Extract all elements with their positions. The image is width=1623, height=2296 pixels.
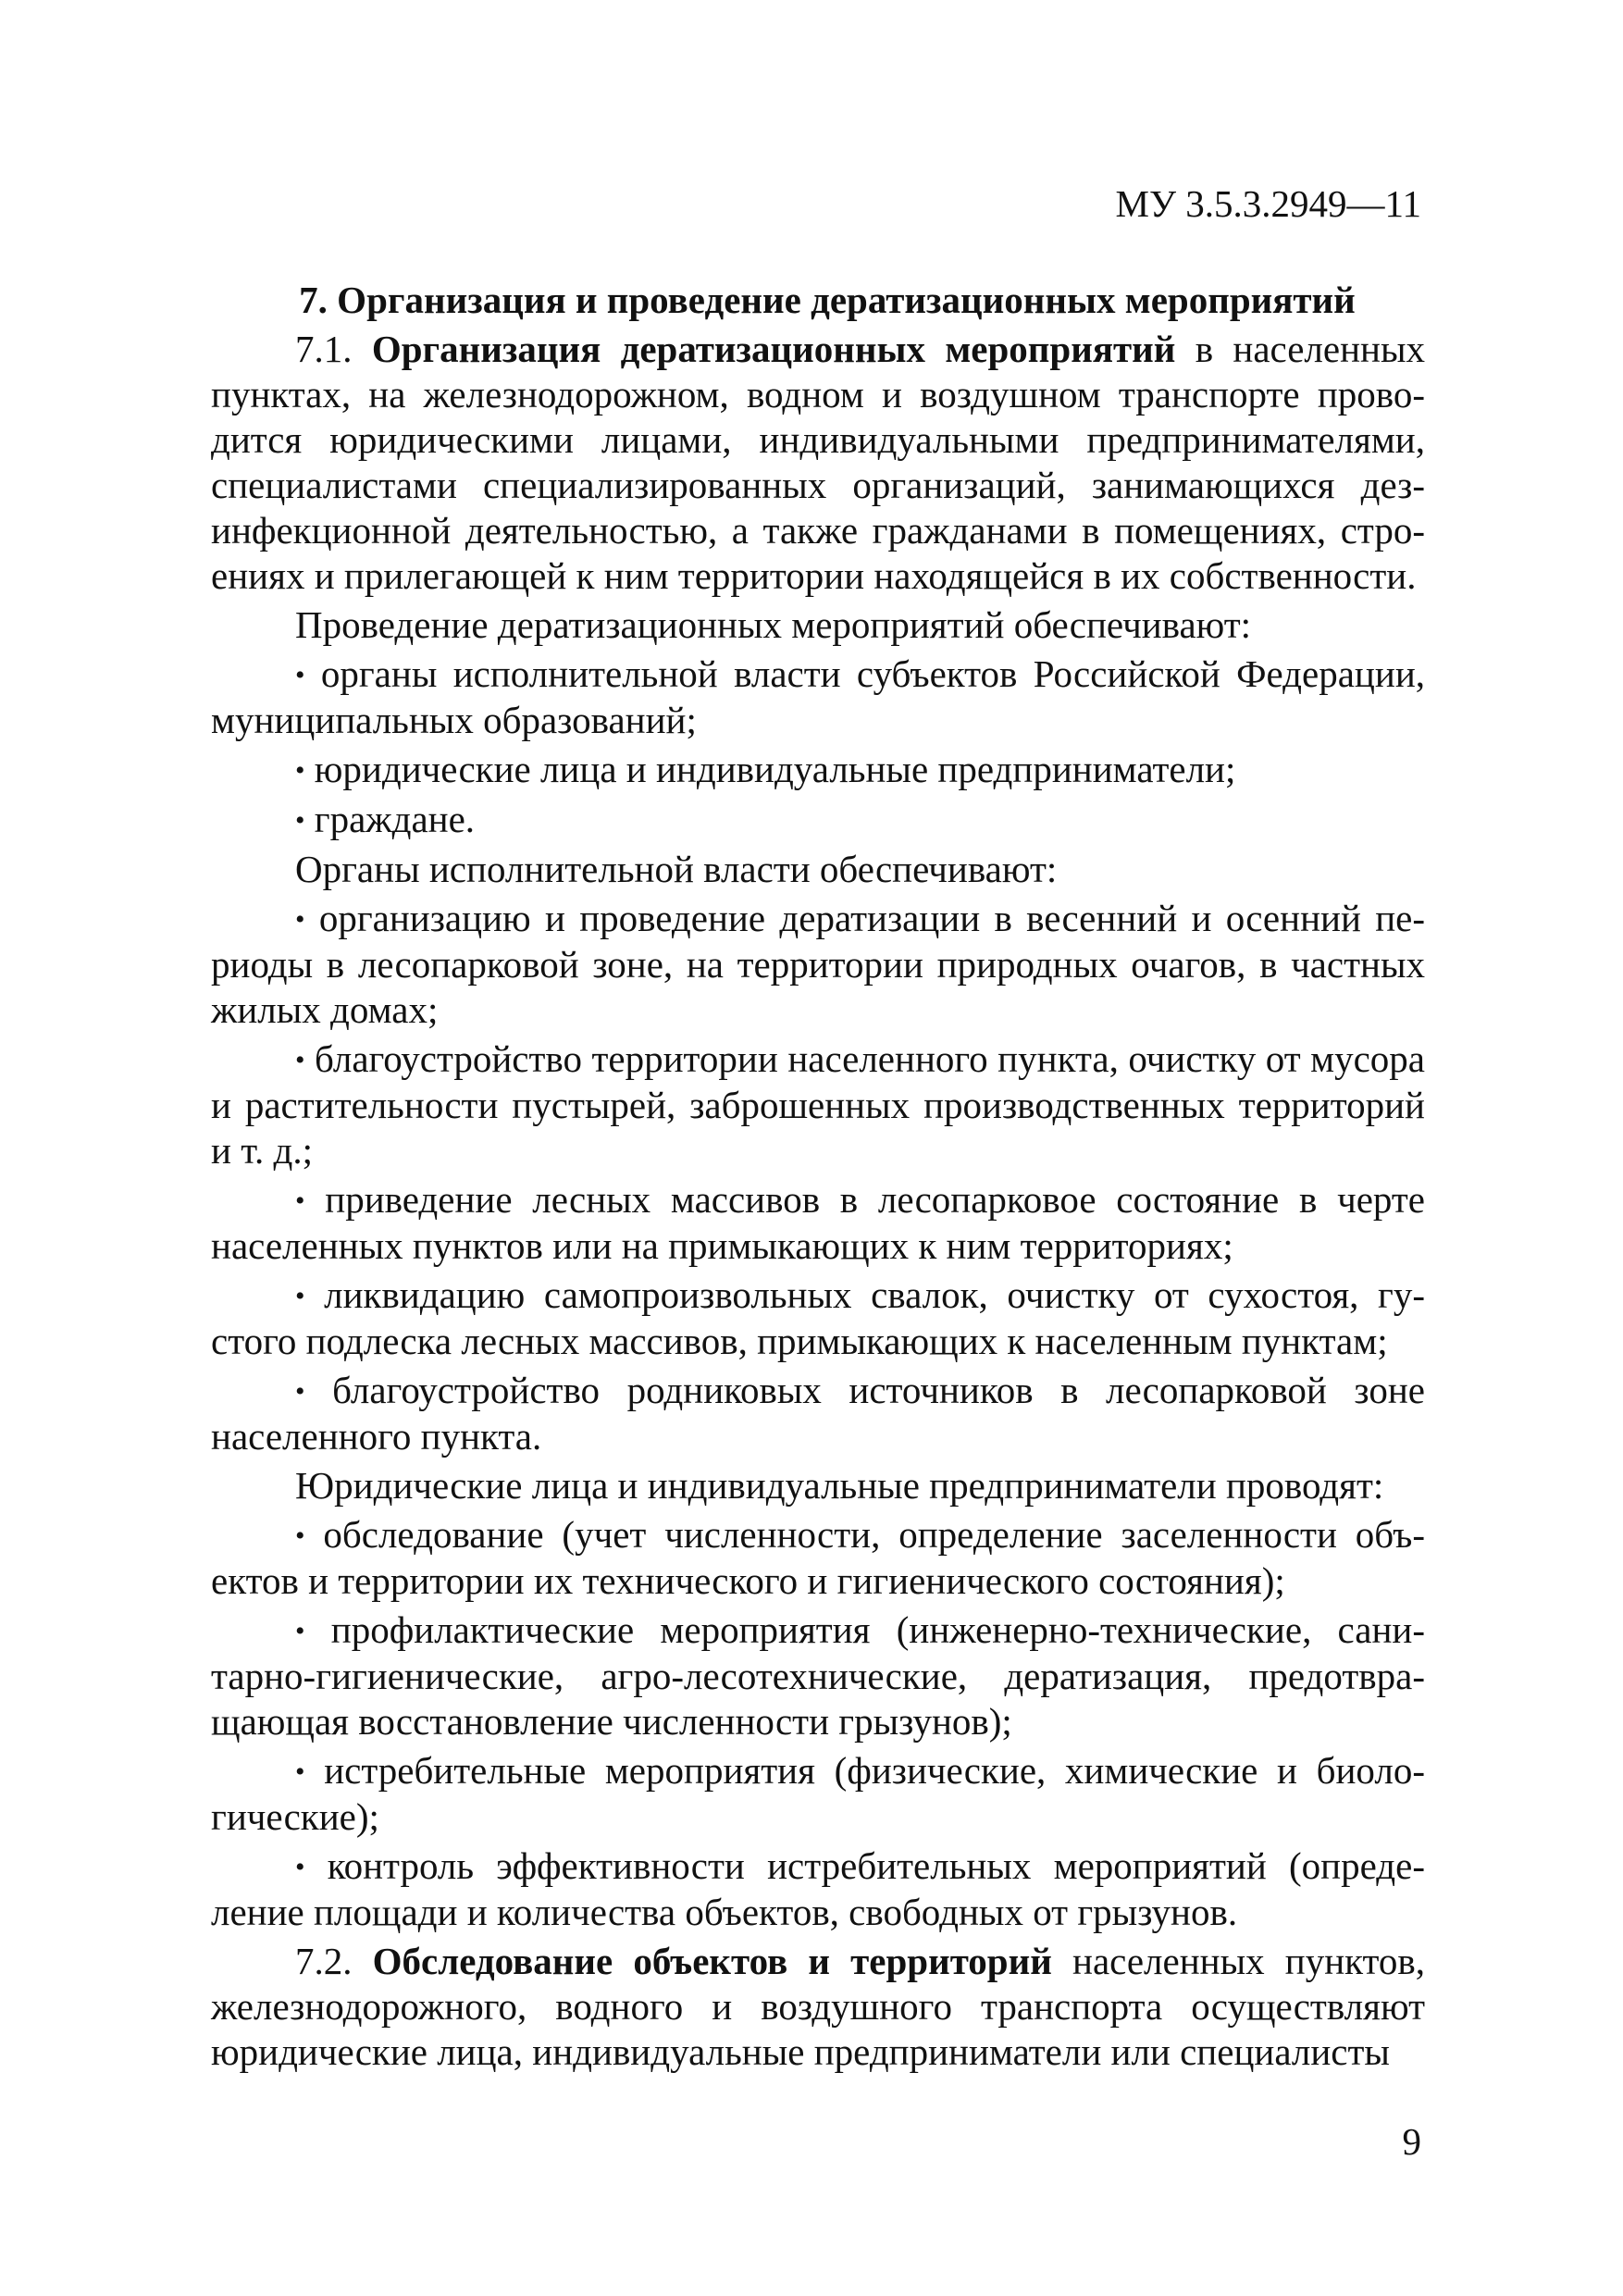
intro-legal: Юридические лица и индивидуальные предприниматели проводят:	[295, 1464, 1384, 1507]
paragraph-heading: Обследование объектов и территорий	[372, 1940, 1052, 1982]
bullet-icon: •	[295, 904, 305, 935]
bullet-icon: •	[295, 1281, 305, 1311]
paragraph-heading: Организация дератизационных мероприятий	[371, 328, 1176, 370]
bullet-item	[211, 797, 1425, 843]
bullet-item	[211, 1748, 1425, 1840]
bullet-item	[211, 1177, 1425, 1269]
bullet-item	[211, 1036, 1425, 1173]
text-block	[211, 278, 1425, 2079]
document-code: МУ 3.5.3.2949—11	[1115, 182, 1421, 225]
bullet-text: органы исполнительной власти субъектов Российской Федерации, муниципальных образований;	[211, 652, 1426, 741]
bullet-icon: •	[295, 1185, 305, 1216]
bullet-icon: •	[295, 755, 305, 786]
bullet-text: благоустройство территории населенного пункта, очистку от мусора и растительности пустырей, заброшенных производственных территорий и т. д.;	[211, 1037, 1425, 1172]
bullet-text: благоустройство родниковых источников в лесопарковой зоне населенного пункта.	[211, 1369, 1425, 1458]
bullet-text: истребительные мероприятия (физические, химические и биологические);	[211, 1749, 1425, 1838]
paragraph-number: 7.1.	[295, 328, 353, 370]
bullet-item	[211, 747, 1425, 793]
paragraph-text: в населенных пунктах, на железнодорожном, водном и воздушном транспорте проводится юридическими лицами, индивидуальными предпринимателями, специалистами специализированных организаций, занимающихся дезинфекционной деятельностью, а также гражданами в помещениях, строениях и прилегающей к ним территории находящейся в их собственности.	[211, 328, 1426, 597]
bullet-item	[211, 896, 1425, 1033]
bullet-item	[211, 1607, 1425, 1744]
bullet-text: контроль эффективности истребительных мероприятий (определение площади и количества объектов, свободных от грызунов.	[211, 1844, 1425, 1933]
intro-authorities: Органы исполнительной власти обеспечивают:	[295, 848, 1058, 890]
intro-conduct: Проведение дератизационных мероприятий обеспечивают:	[295, 603, 1252, 646]
bullet-text: юридические лица и индивидуальные предприниматели;	[314, 748, 1236, 790]
bullet-icon: •	[295, 1376, 305, 1407]
bullet-icon: •	[295, 805, 305, 836]
bullet-icon: •	[295, 1045, 305, 1075]
paragraph-7-2	[211, 1939, 1425, 2075]
bullet-item	[211, 652, 1425, 743]
paragraph-7-1	[211, 327, 1425, 599]
bullet-icon: •	[295, 660, 305, 690]
bullet-text: граждане.	[314, 798, 476, 840]
bullet-item	[211, 1272, 1425, 1364]
bullet-icon: •	[295, 1616, 305, 1646]
page-number: 9	[1402, 2120, 1421, 2163]
bullet-icon: •	[295, 1852, 305, 1882]
paragraph-number: 7.2.	[295, 1940, 353, 1982]
bullet-icon: •	[295, 1756, 305, 1787]
bullet-text: обследование (учет численности, определение заселенности объектов и территории их технического и гигиенического состояния);	[211, 1513, 1425, 1602]
bullet-text: ликвидацию самопроизвольных свалок, очистку от сухостоя, густого подлеска лесных массивов, примыкающих к населенным пунктам;	[211, 1273, 1425, 1362]
bullet-item	[211, 1843, 1425, 1935]
paragraph-text: населенных пунктов, железнодорожного, водного и воздушного транспорта осуществляют юридические лица, индивидуальные предприниматели или специалисты	[211, 1940, 1426, 2073]
bullet-icon: •	[295, 1520, 305, 1551]
bullet-item	[211, 1512, 1425, 1604]
section-title: 7. Организация и проведение дератизационных мероприятий	[299, 279, 1356, 321]
bullet-text: организацию и проведение дератизации в весенний и осенний периоды в лесопарковой зоне, на территории природных очагов, в частных жилых домах;	[211, 897, 1426, 1031]
bullet-item	[211, 1368, 1425, 1459]
bullet-text: приведение лесных массивов в лесопарковое состояние в черте населенных пунктов или на примыкающих к ним территориях;	[211, 1178, 1425, 1267]
bullet-text: профилактические мероприятия (инженерно-технические, санитарно-гигиенические, агро-лесотехнические, дератизация, предотвращающая восстановление численности грызунов);	[211, 1608, 1425, 1743]
